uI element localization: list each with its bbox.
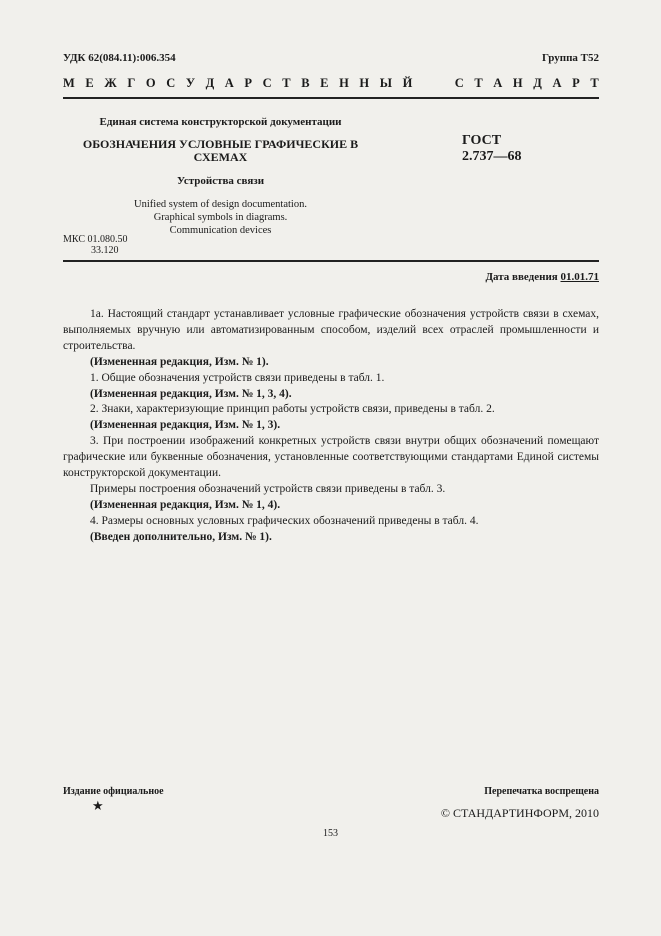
reprint-prohibited-label: Перепечатка воспрещена <box>484 786 599 797</box>
body-paragraph: Примеры построения обозначений устройств связи приведены в табл. 3. <box>90 482 446 495</box>
heading-letter: С <box>166 76 176 90</box>
heading-letter: В <box>301 76 310 90</box>
interstate-standard-heading <box>63 76 599 91</box>
heading-letter: А <box>493 76 503 90</box>
heading-letter: Е <box>320 76 329 90</box>
body-paragraph: 4. Размеры основных условных графических обозначений приведены в табл. 4. <box>90 514 479 527</box>
english-line-2: Graphical symbols in diagrams. <box>153 212 288 223</box>
heading-letter: Т <box>590 76 599 90</box>
heading-letter: Г <box>127 76 136 90</box>
amendment-note: (Измененная редакция, Изм. № 1, 4). <box>90 498 281 511</box>
system-name: Единая система конструкторской документации <box>99 116 342 128</box>
heading-letter: Н <box>512 76 523 90</box>
heading-letter: Т <box>282 76 291 90</box>
page-number: 153 <box>323 828 338 839</box>
heading-letter: С <box>262 76 272 90</box>
copyright-notice: © СТАНДАРТИНФОРМ, 2010 <box>440 806 599 820</box>
gost-label: ГОСТ <box>462 133 502 148</box>
date-value: 01.01.71 <box>560 271 599 283</box>
mks-codes <box>63 234 127 256</box>
date-label: Дата введения <box>485 271 558 283</box>
body-paragraph: 3. При построении изображений конкретных устройств связи внутри общих обозначений помещают графические или буквенные обозначения, установленные соответствующими стандартами Единой системы конструкторской документации. <box>63 435 599 480</box>
heading-letter: Н <box>339 76 349 90</box>
english-title <box>63 198 378 237</box>
heading-letter: О <box>145 76 156 90</box>
document-subtitle: Устройства связи <box>176 175 265 187</box>
mks-line-2: 33.120 <box>91 245 119 256</box>
english-line-3: Communication devices <box>169 225 272 236</box>
amendment-note: (Измененная редакция, Изм. № 1, 3, 4). <box>90 387 292 400</box>
body-paragraph: 1. Общие обозначения устройств связи приведены в табл. 1. <box>90 371 385 384</box>
heading-letter: С <box>454 76 464 90</box>
amendment-note: (Введен дополнительно, Изм. № 1). <box>90 530 272 543</box>
section-rule <box>63 260 599 262</box>
heading-letter: Е <box>85 76 94 90</box>
body-text <box>63 307 599 546</box>
amendment-note: (Измененная редакция, Изм. № 1, 3). <box>90 419 281 432</box>
body-paragraph: 1а. Настоящий стандарт устанавливает условные графические обозначения устройств связи в схемах, выполняемых вручную или автоматизированным способом, изделий всех отраслей промышленности и строительства. <box>63 308 599 352</box>
star-icon: ★ <box>92 798 104 813</box>
heading-letter: У <box>185 76 195 90</box>
heading-letter: Н <box>359 76 370 90</box>
heading-letter: Т <box>474 76 483 90</box>
english-line-1: Unified system of design documentation. <box>134 199 307 210</box>
heading-letter: А <box>552 76 562 90</box>
udc-code: УДК 62(084.11):006.354 <box>63 52 176 64</box>
title-line-1: ОБОЗНАЧЕНИЯ УСЛОВНЫЕ ГРАФИЧЕСКИЕ В <box>82 137 359 151</box>
gost-number: 2.737—68 <box>462 149 522 164</box>
body-paragraph: 2. Знаки, характеризующие принцип работы устройств связи, приведены в табл. 2. <box>90 403 495 416</box>
top-rule <box>63 97 599 99</box>
title-line-2: СХЕМАХ <box>193 150 248 164</box>
heading-letter: Д <box>533 76 542 90</box>
official-edition-label: Издание официальное <box>63 786 164 797</box>
mks-line-1: МКС 01.080.50 <box>63 234 128 245</box>
heading-letter: Ы <box>379 76 393 90</box>
gost-designation <box>462 133 522 165</box>
amendment-note: (Измененная редакция, Изм. № 1). <box>90 355 269 368</box>
heading-letter: Д <box>205 76 215 90</box>
introduction-date <box>485 271 599 283</box>
heading-letter: М <box>63 76 75 90</box>
heading-letter: Ж <box>104 76 117 90</box>
heading-letter: А <box>224 76 234 90</box>
group-code: Группа Т52 <box>541 52 599 64</box>
heading-letter: Р <box>244 76 253 90</box>
heading-letter: Й <box>402 76 413 90</box>
heading-letter: Р <box>572 76 580 90</box>
document-title <box>63 138 378 164</box>
